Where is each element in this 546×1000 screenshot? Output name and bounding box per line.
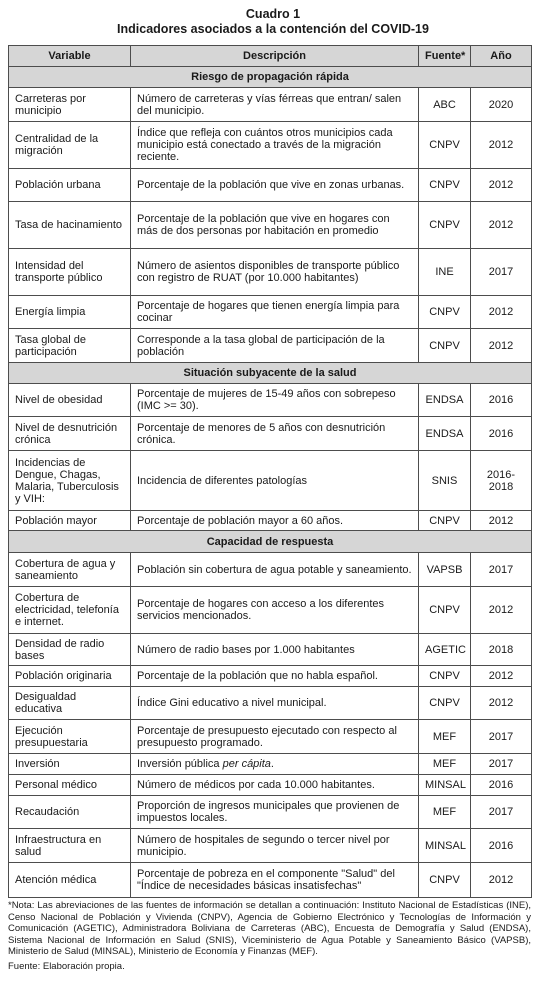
year-cell: 2012 [471, 587, 532, 634]
year-cell: 2017 [471, 249, 532, 296]
variable-cell: Inversión [9, 754, 131, 775]
year-cell: 2018 [471, 634, 532, 666]
variable-cell: Centralidad de la migración [9, 122, 131, 169]
description-cell: Índice que refleja con cuántos otros municipios cada municipio está conectado a través de la migración reciente. [131, 122, 419, 169]
source-cell: ENDSA [419, 384, 471, 417]
section-row [9, 363, 532, 384]
section-title: Situación subyacente de la salud [9, 363, 532, 384]
description-cell: Porcentaje de hogares con acceso a los diferentes servicios mencionados. [131, 587, 419, 634]
year-cell: 2012 [471, 666, 532, 687]
description-cell: Número de hospitales de segundo o tercer nivel por municipio. [131, 829, 419, 863]
table-row [9, 634, 532, 666]
table-row [9, 417, 532, 451]
source-cell: CNPV [419, 511, 471, 531]
table-row [9, 88, 532, 122]
description-cell: Número de carreteras y vías férreas que entran/ salen del municipio. [131, 88, 419, 122]
variable-cell: Infraestructura en salud [9, 829, 131, 863]
year-cell: 2012 [471, 122, 532, 169]
column-header-source: Fuente* [419, 46, 471, 67]
year-cell: 2017 [471, 754, 532, 775]
section-row [9, 67, 532, 88]
section-title: Capacidad de respuesta [9, 531, 532, 553]
description-cell: Incidencia de diferentes patologías [131, 451, 419, 511]
table-row [9, 384, 532, 417]
table-row [9, 863, 532, 898]
description-cell: Porcentaje de presupuesto ejecutado con respecto al presupuesto programado. [131, 720, 419, 754]
description-cell: Porcentaje de pobreza en el componente "Salud" del "Índice de necesidades básicas insatisfechas" [131, 863, 419, 898]
description-cell: Índice Gini educativo a nivel municipal. [131, 687, 419, 720]
description-cell: Porcentaje de la población que vive en hogares con más de dos personas por habitación en promedio [131, 202, 419, 249]
variable-cell: Carreteras por municipio [9, 88, 131, 122]
variable-cell: Tasa global de participación [9, 329, 131, 363]
table-row [9, 249, 532, 296]
year-cell: 2017 [471, 720, 532, 754]
variable-cell: Nivel de obesidad [9, 384, 131, 417]
description-cell: Corresponde a la tasa global de participación de la población [131, 329, 419, 363]
year-cell: 2012 [471, 511, 532, 531]
indicators-table [8, 45, 532, 898]
table-row [9, 202, 532, 249]
description-cell: Porcentaje de la población que no habla español. [131, 666, 419, 687]
column-header-description: Descripción [131, 46, 419, 67]
source-cell: ABC [419, 88, 471, 122]
table-row [9, 451, 532, 511]
table-row [9, 829, 532, 863]
year-cell: 2012 [471, 863, 532, 898]
table-row [9, 296, 532, 329]
variable-cell: Nivel de desnutrición crónica [9, 417, 131, 451]
source-cell: AGETIC [419, 634, 471, 666]
source-cell: MEF [419, 796, 471, 829]
table-row [9, 587, 532, 634]
table-row [9, 720, 532, 754]
source-cell: CNPV [419, 863, 471, 898]
source-cell: INE [419, 249, 471, 296]
table-row [9, 775, 532, 796]
variable-cell: Densidad de radio bases [9, 634, 131, 666]
table-body [9, 67, 532, 898]
description-segment: Inversión pública [137, 758, 223, 770]
year-cell: 2012 [471, 296, 532, 329]
year-cell: 2012 [471, 687, 532, 720]
table-row [9, 796, 532, 829]
section-title: Riesgo de propagación rápida [9, 67, 532, 88]
table-row [9, 666, 532, 687]
source-cell: CNPV [419, 329, 471, 363]
source-cell: CNPV [419, 122, 471, 169]
source-cell: CNPV [419, 296, 471, 329]
year-cell: 2012 [471, 329, 532, 363]
description-cell: Número de radio bases por 1.000 habitantes [131, 634, 419, 666]
variable-cell: Población mayor [9, 511, 131, 531]
description-cell: Porcentaje de menores de 5 años con desnutrición crónica. [131, 417, 419, 451]
year-cell: 2012 [471, 202, 532, 249]
description-cell: Porcentaje de la población que vive en zonas urbanas. [131, 169, 419, 202]
table-header [9, 46, 532, 67]
variable-cell: Atención médica [9, 863, 131, 898]
variable-cell: Ejecución presupuestaria [9, 720, 131, 754]
table-row [9, 169, 532, 202]
year-cell: 2020 [471, 88, 532, 122]
year-cell: 2016 [471, 775, 532, 796]
description-cell: Número de asientos disponibles de transporte público con registro de RUAT (por 10.000 habitantes) [131, 249, 419, 296]
source-cell: CNPV [419, 587, 471, 634]
description-segment: . [270, 758, 274, 770]
source-cell: MEF [419, 720, 471, 754]
variable-cell: Tasa de hacinamiento [9, 202, 131, 249]
description-cell: Porcentaje de hogares que tienen energía limpia para cocinar [131, 296, 419, 329]
section-row [9, 531, 532, 553]
source-cell: SNIS [419, 451, 471, 511]
year-cell: 2016 [471, 829, 532, 863]
description-cell: Población sin cobertura de agua potable y saneamiento. [131, 553, 419, 587]
variable-cell: Cobertura de electricidad, telefonía e internet. [9, 587, 131, 634]
description-cell: Porcentaje de población mayor a 60 años. [131, 511, 419, 531]
description-cell: Porcentaje de mujeres de 15-49 años con sobrepeso (IMC >= 30). [131, 384, 419, 417]
variable-cell: Recaudación [9, 796, 131, 829]
variable-cell: Población originaria [9, 666, 131, 687]
source-cell: ENDSA [419, 417, 471, 451]
source-cell: MINSAL [419, 775, 471, 796]
variable-cell: Incidencias de Dengue, Chagas, Malaria, Tuberculosis y VIH: [9, 451, 131, 511]
description-cell [131, 754, 419, 775]
year-cell: 2016 [471, 417, 532, 451]
year-cell: 2012 [471, 169, 532, 202]
year-cell: 2017 [471, 796, 532, 829]
column-header-variable: Variable [9, 46, 131, 67]
source-cell: VAPSB [419, 553, 471, 587]
header-row [9, 46, 532, 67]
variable-cell: Desigualdad educativa [9, 687, 131, 720]
table-row [9, 511, 532, 531]
variable-cell: Energía limpia [9, 296, 131, 329]
table-row [9, 687, 532, 720]
source-line: Fuente: Elaboración propia. [8, 961, 125, 972]
description-cell: Proporción de ingresos municipales que provienen de impuestos locales. [131, 796, 419, 829]
table-row [9, 754, 532, 775]
source-cell: CNPV [419, 169, 471, 202]
table-row [9, 553, 532, 587]
year-cell: 2017 [471, 553, 532, 587]
description-cell: Número de médicos por cada 10.000 habitantes. [131, 775, 419, 796]
column-header-year: Año [471, 46, 532, 67]
table-title: Indicadores asociados a la contención del COVID-19 [117, 22, 429, 36]
table-row [9, 329, 532, 363]
source-cell: MEF [419, 754, 471, 775]
year-cell: 2016-2018 [471, 451, 532, 511]
variable-cell: Población urbana [9, 169, 131, 202]
table-caption [0, 7, 546, 37]
variable-cell: Cobertura de agua y saneamiento [9, 553, 131, 587]
description-segment: per cápita [222, 758, 271, 770]
table-row [9, 122, 532, 169]
source-cell: MINSAL [419, 829, 471, 863]
variable-cell: Personal médico [9, 775, 131, 796]
source-cell: CNPV [419, 202, 471, 249]
year-cell: 2016 [471, 384, 532, 417]
source-cell: CNPV [419, 666, 471, 687]
variable-cell: Intensidad del transporte público [9, 249, 131, 296]
source-cell: CNPV [419, 687, 471, 720]
footnote: *Nota: Las abreviaciones de las fuentes de información se detallan a continuación: Instituto Nacional de Estadísticas (INE), Censo Nacional de Población y Vivienda (CNPV), Agencia de Gobierno Electrónico y Tecnologías de Información y Comunicación (AGETIC), Administradora Boliviana de Carreteras (ABC), Encuesta de Demografía y Salud (ENDSA), Sistema Nacional de Información en Salud (SNIS), Viceministerio de Agua Potable y Saneamiento Básico (VAPSB), Ministerio de Salud (MINSAL), Ministerio de Economía y Finanzas (MEF). [8, 900, 531, 958]
table-number: Cuadro 1 [245, 7, 301, 21]
